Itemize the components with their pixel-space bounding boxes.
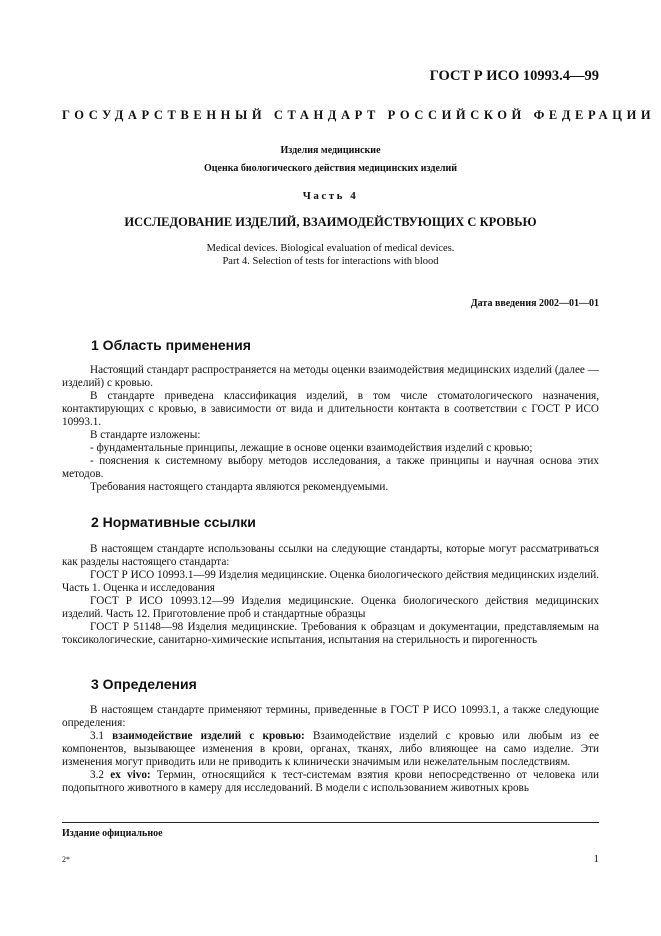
definition-text: Взаимодействие изделий с кровью или любым из ее компонентов, вызывающее изменения в крови, органах, тканях, либо влияющее на само изделие. Эти изменения могут приводить или не приводить к клинически значимым или нежелательным последствиям. <box>62 730 600 768</box>
document-code: ГОСТ Р ИСО 10993.4—99 <box>429 68 599 84</box>
section-2-paragraph: В настоящем стандарте использованы ссылки на следующие стандарты, которые могут рассматриваться как разделы настоящего стандарта: <box>62 543 599 568</box>
section-1-paragraph: Настоящий стандарт распространяется на методы оценки взаимодействия медицинских изделий (далее — изделий) с кровью. <box>62 364 599 389</box>
section-2-heading: 2 Нормативные ссылки <box>91 514 256 530</box>
definition-text: Термин, относящийся к тест-системам взятия крови непосредственно от человека или подопытного животного в камеру для исследований. В модели с использованием животных кровь <box>62 769 600 794</box>
page-number: 1 <box>593 853 599 865</box>
section-1-list-item: - пояснения к системному выбору методов исследования, а также принципы и научная основа этих методов. <box>62 455 599 480</box>
reference-item: ГОСТ Р ИСО 10993.1—99 Изделия медицинские. Оценка биологического действия медицинских изделий. Часть 1. Оценка и исследования <box>62 569 599 594</box>
introduction-date: Дата введения 2002—01—01 <box>470 298 599 309</box>
footer-divider <box>62 822 599 823</box>
section-3-body <box>62 704 599 795</box>
english-title-line-1: Medical devices. Biological evaluation of medical devices. <box>206 243 455 254</box>
section-1-paragraph: Требования настоящего стандарта являются рекомендуемыми. <box>90 481 389 493</box>
section-3-heading: 3 Определения <box>91 676 197 692</box>
section-1-paragraph: В стандарте изложены: <box>90 429 201 441</box>
document-title: ИССЛЕДОВАНИЕ ИЗДЕЛИЙ, ВЗАИМОДЕЙСТВУЮЩИХ С КРОВЬЮ <box>124 215 537 229</box>
definition-number: 3.2 <box>90 769 104 781</box>
reference-item: ГОСТ Р 51148—98 Изделия медицинские. Требования к образцам и документации, представляемым на токсикологические, санитарно-химические испытания, испытания на стерильность и пирогенность <box>62 621 599 646</box>
definition-number: 3.1 <box>90 730 104 742</box>
section-3-paragraph: В настоящем стандарте применяют термины, приведенные в ГОСТ Р ИСО 10993.1, а также следующие определения: <box>62 704 599 729</box>
part-label: Часть 4 <box>302 190 359 202</box>
state-standard-header: ГОСУДАРСТВЕННЫЙ СТАНДАРТ РОССИЙСКОЙ ФЕДЕРАЦИИ <box>62 108 656 122</box>
section-1-list-item: - фундаментальные принципы, лежащие в основе оценки взаимодействия изделий с кровью; <box>90 442 533 454</box>
definition-term: взаимодействие изделий с кровью: <box>112 730 305 742</box>
section-2-body <box>62 543 599 647</box>
section-1-paragraph: В стандарте приведена классификация изделий, в том числе стоматологического назначения, контактирующих с кровью, в зависимости от вида и длительности контакта в соответствии с ГОСТ Р ИСО 10993.1. <box>62 390 599 428</box>
section-1-body <box>62 364 599 494</box>
official-edition-label: Издание официальное <box>62 828 163 839</box>
definition-3-2 <box>62 769 599 795</box>
signature-mark: 2* <box>62 855 70 864</box>
section-1-heading: 1 Область применения <box>91 337 251 353</box>
subtitle-line-2: Оценка биологического действия медицинских изделий <box>203 163 458 174</box>
reference-item: ГОСТ Р ИСО 10993.12—99 Изделия медицинские. Оценка биологического действия медицинских изделий. Часть 12. Приготовление проб и стандартные образцы <box>62 595 599 620</box>
subtitle-line-1: Изделия медицинские <box>280 145 381 156</box>
english-title-line-2: Part 4. Selection of tests for interactions with blood <box>222 256 439 267</box>
definition-term: ex vivo: <box>110 769 151 781</box>
definition-3-1 <box>62 730 599 769</box>
